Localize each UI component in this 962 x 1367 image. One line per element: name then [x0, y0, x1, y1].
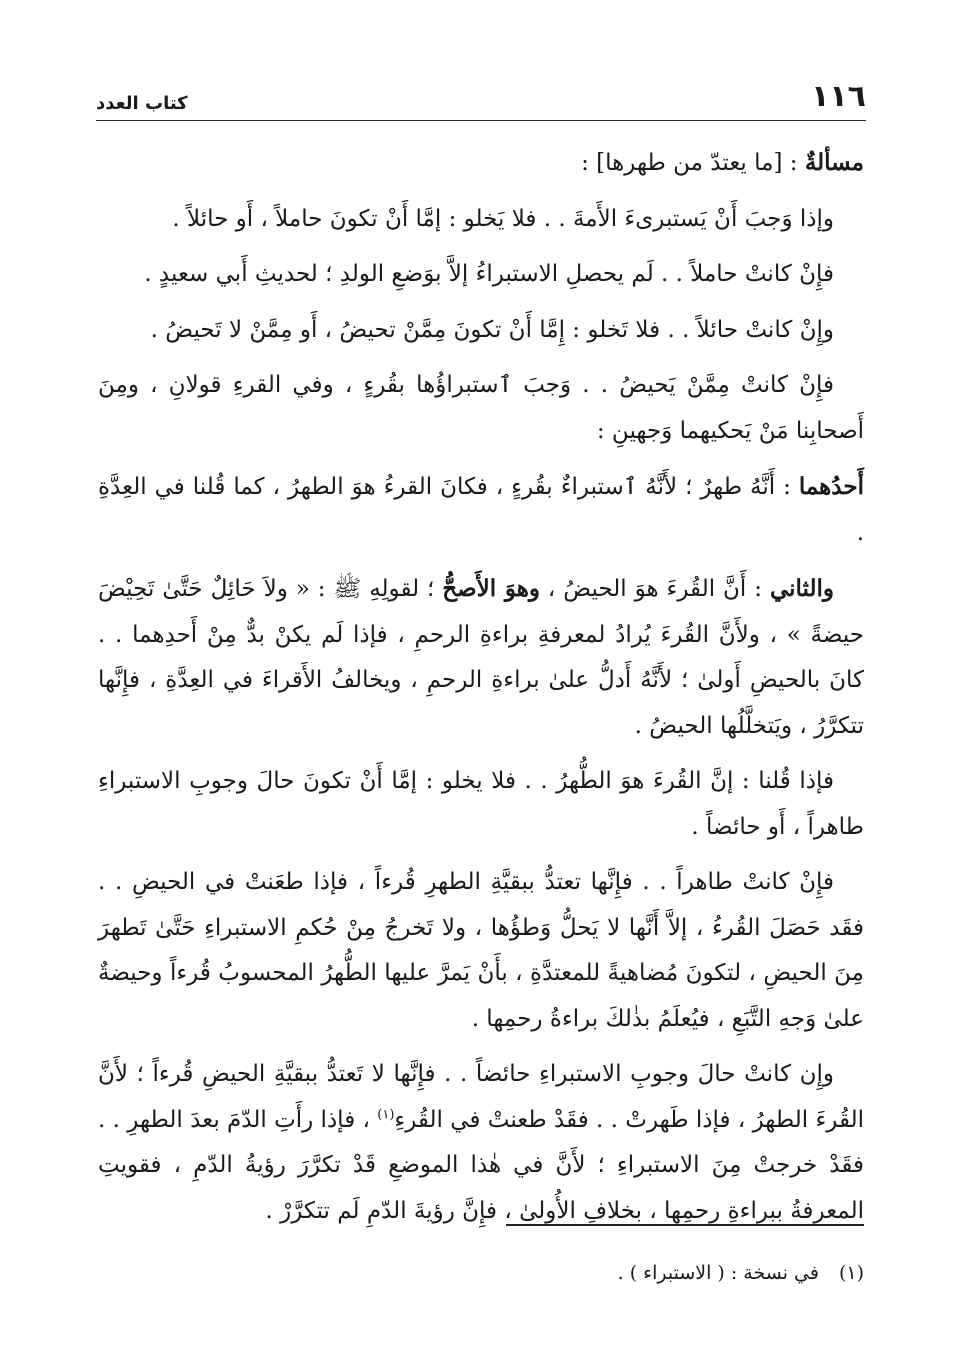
- paragraph-1: وإذا وَجبَ أَنْ يَستبرىءَ الأَمةَ . . فلا يَخلو : إمَّا أَنْ تكونَ حاملاً ، أَو حائلاً .: [172, 205, 834, 232]
- paragraph-5-rest: : أَنَّهُ طهرٌ ؛ لأَنَّهُ ٱستبراءٌ بقُرءٍ ، فكانَ القرءُ هوَ الطهرُ ، كما قُلنا في العِدَّةِ .: [98, 474, 864, 546]
- paragraph-3: وإِنْ كانتْ حائلاً . . فلا تَخلو : إِمَّا أَنْ تكونَ مِمَّنْ تحيضُ ، أَو مِمَّنْ لا تَحيضُ .: [150, 316, 834, 343]
- page-header: [96, 80, 866, 121]
- page-body: [98, 140, 864, 1244]
- paragraph-9-part-b: ، فإذا رأَتِ الدّمَ بعدَ الطهرِ . . فقَدْ خرجتْ مِنَ الاستبراءِ ؛ لأَنَّ في هٰذا الموضعِ قَدْ تكرَّرَ رؤيةُ الدّمِ ، فقويتِ المعرفةُ ببراءةِ رحمِها ، بخلافِ الأُولىٰ ، فإِنَّ رؤيةَ الدّمِ لَم تتكرَّرْ .: [98, 1106, 864, 1224]
- paragraph-5: [98, 464, 864, 556]
- paragraph-9-part-a: وإِن كانتْ حالَ وجوبِ الاستبراءِ حائضاً . . فإِنَّها لا تَعتدُّ ببقيَّةِ الحيضِ قُرءاً ؛ لأَنَّ القُرءَ الطهرُ ، فإذا طَهرتْ . . فقَدْ طعنتْ في القُرءِ: [98, 1061, 865, 1133]
- paragraph-7: فإذا قُلنا : إنَّ القُرءَ هوَ الطُّهرُ . . فلا يخلو : إمَّا أَنْ تكونَ حالَ وجوبِ الاستبراءِ طاهراً ، أَو حائضاً .: [98, 768, 864, 840]
- section-heading-paragraph: [98, 140, 864, 187]
- section-heading-rest: : [ما يعتدّ من طهرها] :: [581, 150, 805, 176]
- paragraph-8: فإِنْ كانتْ طاهراً . . فإِنَّها تعتدُّ ببقيَّةِ الطهرِ قُرءاً ، فإذا طعَنتْ في الحيضِ . . فقَد حَصَلَ القُرءُ ، إلاَّ أَنَّها لا يَحلُّ وَطؤُها ، ولا تَخرجُ مِنْ حُكمِ الاستبراءِ حَتَّىٰ تَطهرَ مِنَ الحيضِ ، لتكونَ مُضاهيةً للمعتدَّةِ ، بأَنْ يَمرَّ عليها الطُّهرُ المحسوبُ قُرءاً وحيضةٌ علىٰ وَجهِ التَّبَعِ ، فيُعلَمُ بذٰلكَ براءةُ رحمِها .: [98, 869, 864, 1032]
- footnote-separator: [506, 1224, 864, 1226]
- page-number: ١١٦: [811, 79, 866, 114]
- footnote-text: في نسخة : ( الاستبراء ) .: [617, 1262, 819, 1284]
- footnote: [98, 1258, 864, 1288]
- paragraph-9: [98, 1052, 864, 1234]
- paragraph-6-part-b: ؛ لقولِهِ ﷺ : « ولاَ حَائِلٌ حَتَّىٰ تَحِيْضَ حيضةً » ، ولأَنَّ القُرءَ يُرادُ لمعرفةِ براءةِ الرحمِ ، فإذا لَم يكنْ بدٌّ مِنْ أَحدِهما . . كانَ بالحيضِ أَولىٰ ؛ لأَنَّهُ أَدلُّ علىٰ براءةِ الرحمِ ، ويخالفُ الأَقراءَ في العِدَّةِ ، فإِنَّها تتكرَّرُ ، ويَتخلَّلُها الحيضُ .: [98, 576, 864, 739]
- paragraph-4: فإِنْ كانتْ مِمَّنْ يَحيضُ . . وَجبَ ٱستبراؤُها بقُرءٍ ، وفي القرءِ قولانِ ، ومِنَ أَصحابِنا مَنْ يَحكيهما وَجهينِ :: [98, 372, 864, 444]
- paragraph-5-lead: أَحدُهما: [798, 473, 864, 500]
- footnote-number: (١): [838, 1262, 864, 1284]
- paragraph-6-lead: والثاني: [769, 575, 834, 602]
- paragraph-6-bold: وهوَ الأَصحُّ: [442, 575, 540, 602]
- paragraph-6-part-a: : أَنَّ القُرءَ هوَ الحيضُ ،: [539, 576, 770, 602]
- running-title: كتاب العدد: [96, 93, 188, 114]
- footnote-reference: (١): [377, 1106, 395, 1122]
- paragraph-6: [98, 566, 864, 749]
- section-heading: مسألةٌ: [804, 149, 864, 176]
- paragraph-2: فإِنْ كانتْ حاملاً . . لَم يحصلِ الاستبراءُ إلاَّ بوَضعِ الولدِ ؛ لحديثِ أَبي سعيدٍ .: [144, 261, 834, 287]
